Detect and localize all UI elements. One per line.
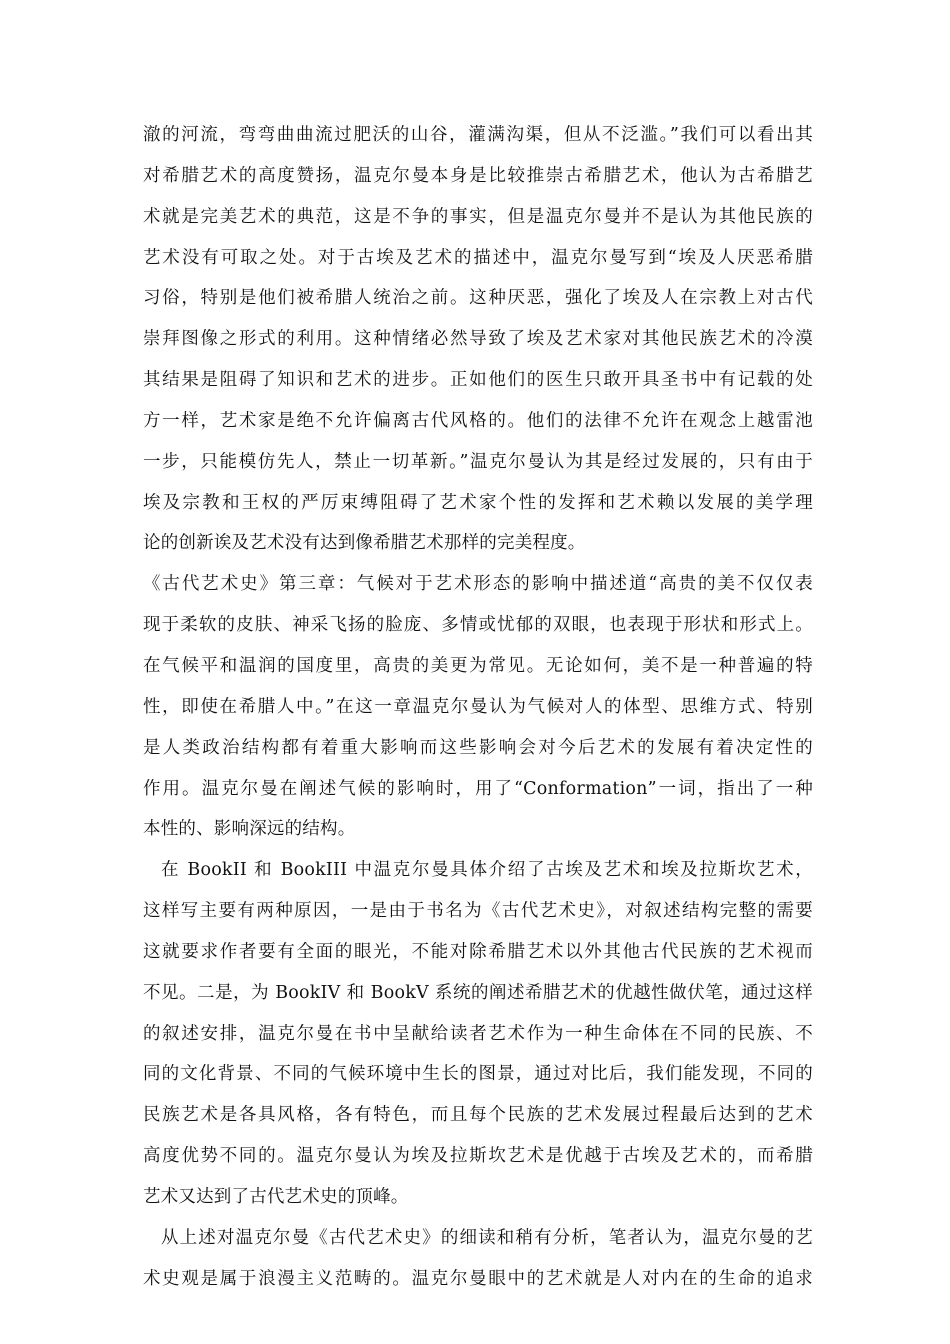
text-line: 不见。二是，为 BookIV 和 BookV 系统的阐述希腊艺术的优越性做伏笔，通过这样 <box>143 982 813 1003</box>
text-line: 同的文化背景、不同的气候环境中生长的图景，通过对比后，我们能发现，不同的 <box>143 1064 813 1085</box>
paragraph-first-line: 《古代艺术史》第三章：气候对于艺术形态的影响中描述道“高贵的美不仅仅表 <box>143 574 813 595</box>
text-line: 的叙述安排，温克尔曼在书中呈献给读者艺术作为一种生命体在不同的民族、不 <box>143 1023 813 1044</box>
text-line: 高度优势不同的。温克尔曼认为埃及拉斯坎艺术是优越于古埃及艺术的，而希腊 <box>143 1146 813 1167</box>
paragraph-last-line: 论的创新诶及艺术没有达到像希腊艺术那样的完美程度。 <box>143 533 586 554</box>
text-line: 其结果是阻碍了知识和艺术的进步。正如他们的医生只敢开具圣书中有记载的处 <box>143 370 813 391</box>
text-line: 澈的河流，弯弯曲曲流过肥沃的山谷，灌满沟渠，但从不泛滥。”我们可以看出其 <box>143 125 813 145</box>
text-line: 在气候平和温润的国度里，高贵的美更为常见。无论如何，美不是一种普遍的特 <box>143 655 813 676</box>
paragraph-last-line: 本性的、影响深远的结构。 <box>143 819 356 840</box>
body-text <box>143 115 813 1299</box>
text-line: 作用。温克尔曼在阐述气候的影响时，用了“Conformation”一词，指出了一种 <box>143 778 813 799</box>
text-line: 习俗，特别是他们被希腊人统治之前。这种厌恶，强化了埃及人在宗教上对古代 <box>143 288 813 309</box>
text-line: 方一样，艺术家是绝不允许偏离古代风格的。他们的法律不允许在观念上越雷池 <box>143 410 813 431</box>
text-line: 民族艺术是各具风格，各有特色，而且每个民族的艺术发展过程最后达到的艺术 <box>143 1105 813 1126</box>
text-line: 术史观是属于浪漫主义范畴的。温克尔曼眼中的艺术就是人对内在的生命的追求 <box>143 1268 813 1289</box>
paragraph-last-line: 艺术又达到了古代艺术史的顶峰。 <box>143 1186 409 1207</box>
text-line: 埃及宗教和王权的严厉束缚阻碍了艺术家个性的发挥和艺术赖以发展的美学理 <box>143 492 813 513</box>
text-line: 是人类政治结构都有着重大影响而这些影响会对今后艺术的发展有着决定性的 <box>143 737 813 758</box>
text-line: 现于柔软的皮肤、神采飞扬的脸庞、多情或忧郁的双眼，也表现于形状和形式上。 <box>143 615 813 636</box>
paragraph-first-line: 从上述对温克尔曼《古代艺术史》的细读和稍有分析，笔者认为，温克尔曼的艺 <box>161 1227 813 1248</box>
text-line: 艺术没有可取之处。对于古埃及艺术的描述中，温克尔曼写到“埃及人厌恶希腊 <box>143 247 813 268</box>
text-line: 一步，只能模仿先人，禁止一切革新。”温克尔曼认为其是经过发展的，只有由于 <box>143 451 813 472</box>
text-line: 术就是完美艺术的典范，这是不争的事实，但是温克尔曼并不是认为其他民族的 <box>143 206 813 227</box>
text-line: 性，即使在希腊人中。”在这一章温克尔曼认为气候对人的体型、思维方式、特别 <box>143 696 813 717</box>
text-line: 这就要求作者要有全面的眼光，不能对除希腊艺术以外其他古代民族的艺术视而 <box>143 941 813 962</box>
text-line: 崇拜图像之形式的利用。这种情绪必然导致了埃及艺术家对其他民族艺术的冷漠 <box>143 329 813 350</box>
text-line: 对希腊艺术的高度赞扬，温克尔曼本身是比较推崇古希腊艺术，他认为古希腊艺 <box>143 165 813 186</box>
text-line: 这样写主要有两种原因，一是由于书名为《古代艺术史》，对叙述结构完整的需要 <box>143 901 813 922</box>
paragraph-first-line: 在 BookII 和 BookIII 中温克尔曼具体介绍了古埃及艺术和埃及拉斯坎艺术， <box>161 860 813 881</box>
